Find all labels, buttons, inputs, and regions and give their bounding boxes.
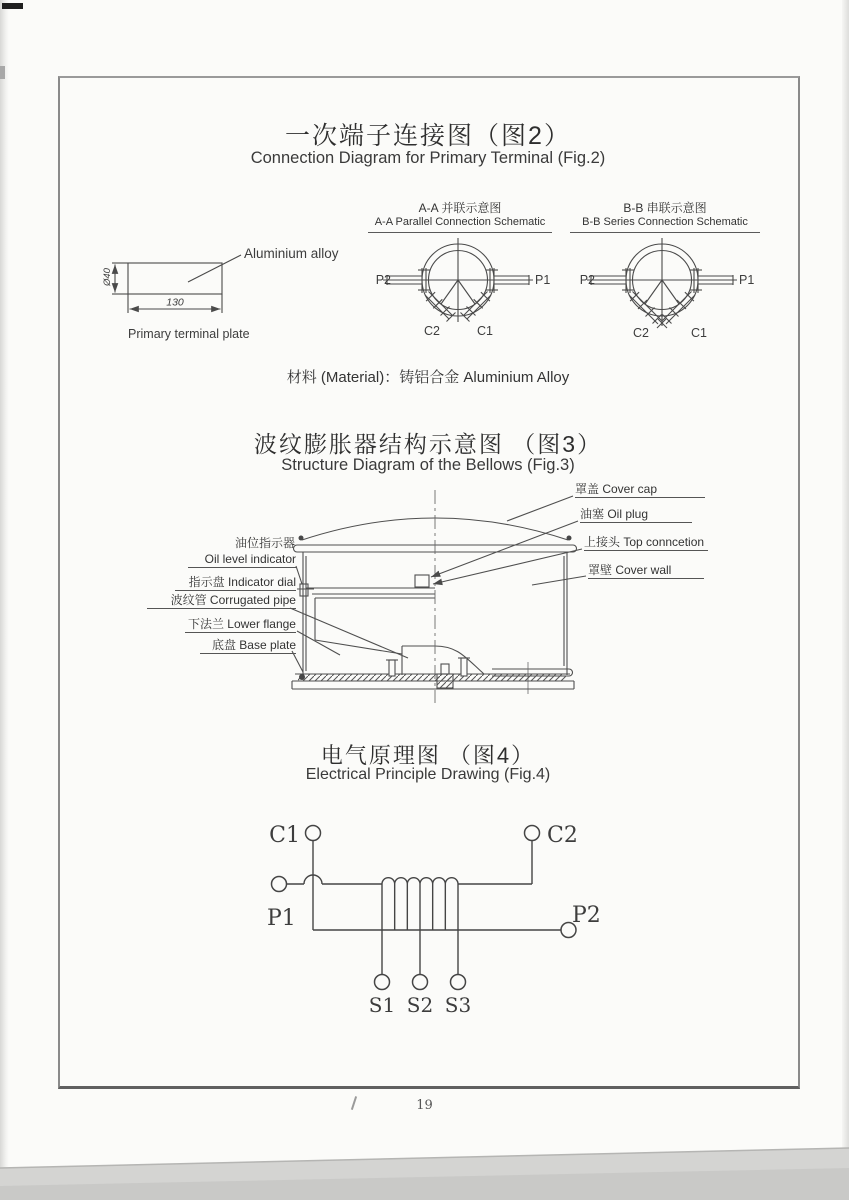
bb-series-schematic — [570, 199, 760, 233]
page-number: 19 — [416, 1098, 433, 1113]
scan-left-edge — [0, 0, 9, 1200]
bb-terminal-p2: P2 — [579, 273, 595, 287]
label-base-plate: 底盘 Base plate — [200, 638, 296, 654]
plate-dim-length: 130 — [166, 296, 184, 309]
label-indicator-dial: 指示盘 Indicator dial — [175, 575, 296, 591]
aa-schematic-title — [368, 199, 552, 233]
fig4-title-en: Electrical Principle Drawing (Fig.4) — [305, 766, 551, 783]
bb-terminal-c2: C2 — [633, 326, 649, 340]
scan-right-edge — [842, 0, 849, 1200]
terminal-plate-drawing — [98, 241, 353, 346]
label-top-connection: 上接头 Top conncetion — [584, 535, 708, 551]
bb-title-zh: B-B 串联示意图 — [623, 201, 707, 215]
plate-material-label: Aluminium alloy — [244, 246, 339, 261]
scan-edge-mark — [0, 66, 5, 79]
material-note: 材料 (Material)：铸铝合金 Aluminium Alloy — [286, 369, 570, 386]
electrical-schematic — [240, 800, 610, 1025]
fig4-title-zh: 电气原理图 （图4） — [320, 743, 536, 768]
fig2-title-en: Connection Diagram for Primary Terminal (Fig.2) — [250, 149, 606, 167]
bb-terminal-c1: C1 — [691, 326, 707, 340]
label-oil-level-indicator-zh: 油位指示器 — [234, 536, 295, 550]
aa-terminal-c1: C1 — [477, 324, 493, 338]
bb-schematic-title — [570, 199, 760, 233]
bb-title-en: B-B Series Connection Schematic — [582, 216, 748, 228]
terminal-s2: S2 — [406, 993, 434, 1017]
scan-corner-mark — [2, 3, 23, 9]
label-corrugated-pipe: 波纹管 Corrugated pipe — [147, 593, 296, 609]
label-oil-level-indicator-en: Oil level indicator — [188, 552, 296, 568]
terminal-p1: P1 — [267, 906, 296, 931]
scan-bottom-edge — [0, 1140, 849, 1200]
terminal-s3: S3 — [444, 993, 472, 1017]
terminal-c2: C2 — [547, 823, 578, 848]
label-cover-wall: 罩壁 Cover wall — [588, 563, 704, 579]
plate-dim-diameter: Ø40 — [102, 268, 113, 286]
aa-title-zh: A-A 并联示意图 — [418, 201, 502, 215]
terminal-p2: P2 — [572, 903, 601, 928]
plate-caption: Primary terminal plate — [128, 327, 250, 341]
fig2-title-zh: 一次端子连接图（图2） — [285, 122, 571, 150]
bb-terminal-p1: P1 — [739, 273, 755, 287]
aa-parallel-schematic — [368, 199, 552, 233]
label-lower-flange: 下法兰 Lower flange — [185, 617, 296, 633]
label-oil-plug: 油塞 Oil plug — [580, 507, 692, 523]
bb-schematic-drawing — [577, 234, 755, 349]
aa-terminal-c2: C2 — [424, 324, 440, 338]
aa-title-en: A-A Parallel Connection Schematic — [374, 216, 546, 228]
label-cover-cap: 罩盖 Cover cap — [575, 482, 705, 498]
aa-terminal-p1: P1 — [535, 273, 551, 287]
aa-schematic-drawing — [373, 234, 551, 349]
aa-terminal-p2: P2 — [375, 273, 391, 287]
fig3-title-en: Structure Diagram of the Bellows (Fig.3) — [281, 456, 575, 474]
terminal-s1: S1 — [368, 993, 396, 1017]
terminal-c1: C1 — [269, 823, 300, 848]
fig3-title-zh: 波纹膨胀器结构示意图 （图3） — [253, 431, 603, 457]
